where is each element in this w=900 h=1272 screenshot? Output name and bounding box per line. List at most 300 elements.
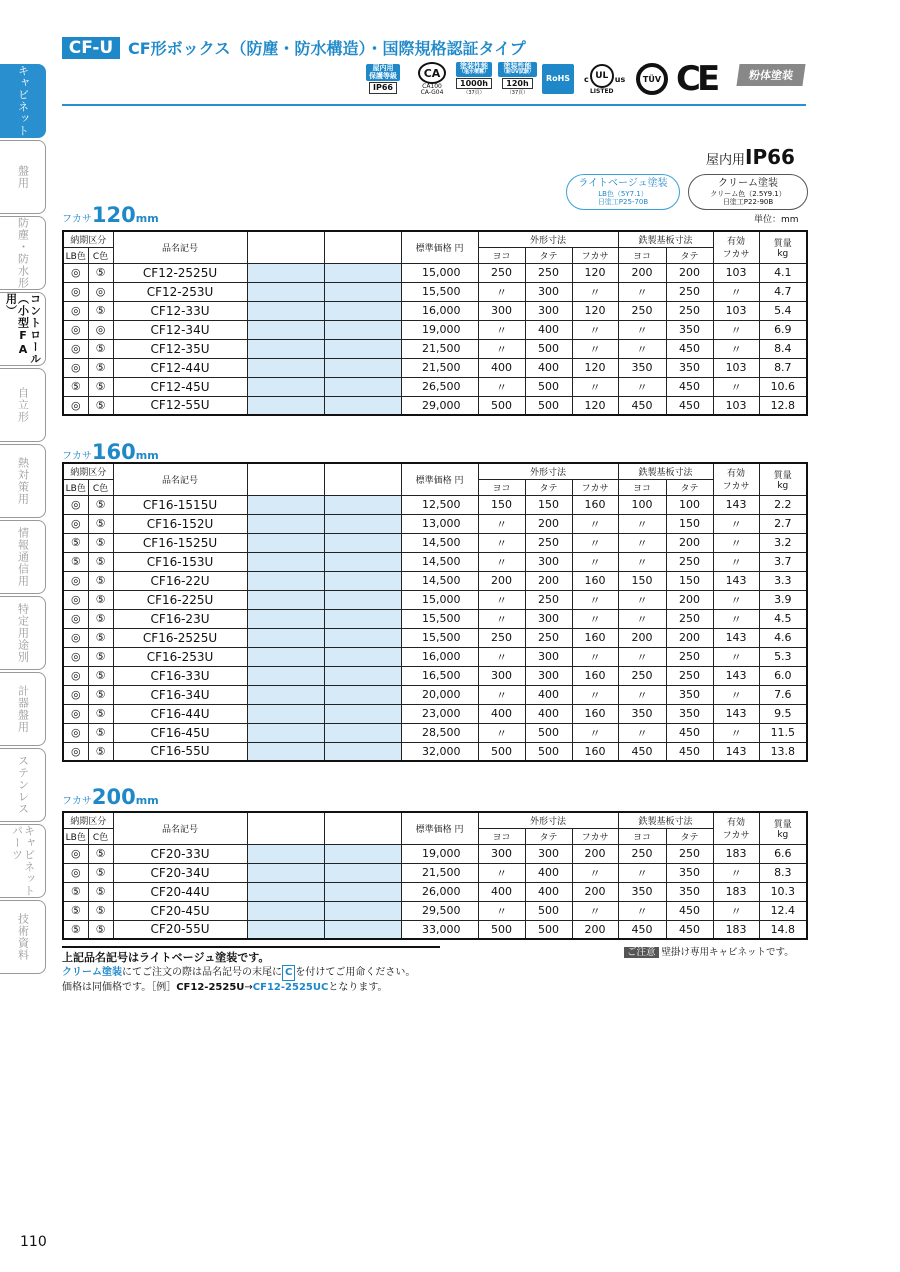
blank-cell xyxy=(247,723,324,742)
outer-height: 300 xyxy=(525,609,572,628)
side-tab[interactable] xyxy=(0,368,46,442)
table-subheader-row: LB色 C色 ヨコ タテ フカサ ヨコ タテ xyxy=(63,479,807,495)
table-row xyxy=(63,666,807,685)
table-row xyxy=(63,358,807,377)
part-number: CF16-45U xyxy=(113,723,247,742)
blank-cell xyxy=(324,882,401,901)
outer-height: 250 xyxy=(525,628,572,647)
table-row xyxy=(63,863,807,882)
blank-cell xyxy=(324,723,401,742)
col-blank xyxy=(324,812,401,844)
ip-rating: 屋内用IP66 xyxy=(706,145,795,169)
outer-width: 500 xyxy=(478,396,525,415)
side-tab-label: 防塵・防水形 xyxy=(16,217,30,289)
plate-height: 350 xyxy=(666,882,713,901)
part-number: CF16-152U xyxy=(113,514,247,533)
spec-table xyxy=(62,230,808,416)
outer-width: 〃 xyxy=(478,647,525,666)
plate-height: 450 xyxy=(666,377,713,396)
plate-height: 350 xyxy=(666,358,713,377)
part-number: CF16-34U xyxy=(113,685,247,704)
effective-depth: 〃 xyxy=(713,609,759,628)
side-tab-label: 盤用 xyxy=(16,165,30,189)
effective-depth: 〃 xyxy=(713,685,759,704)
col-outer: 外形寸法 xyxy=(478,231,618,247)
outer-width: 〃 xyxy=(478,901,525,920)
blank-cell xyxy=(247,704,324,723)
part-number: CF12-34U xyxy=(113,320,247,339)
col-delivery: 納期区分 xyxy=(63,463,113,479)
outer-depth: 200 xyxy=(572,920,618,939)
side-tab[interactable] xyxy=(0,672,46,746)
plate-height: 450 xyxy=(666,396,713,415)
price: 15,500 xyxy=(401,282,478,301)
outer-height: 300 xyxy=(525,666,572,685)
col-part: 品名記号 xyxy=(113,812,247,844)
blank-cell xyxy=(247,590,324,609)
col-part: 品名記号 xyxy=(113,231,247,263)
outer-depth: 160 xyxy=(572,495,618,514)
col-blank xyxy=(247,463,324,495)
blank-cell xyxy=(247,920,324,939)
side-tab-label: 計器盤用 xyxy=(16,685,30,733)
spec-table xyxy=(62,462,808,762)
table-row xyxy=(63,609,807,628)
series-badge: CF-U xyxy=(62,37,120,59)
plate-height: 200 xyxy=(666,263,713,282)
mass: 6.0 xyxy=(759,666,807,685)
lb-delivery: ⑤ xyxy=(63,901,88,920)
table-row xyxy=(63,377,807,396)
table-row xyxy=(63,339,807,358)
effective-depth: 〃 xyxy=(713,514,759,533)
plate-width: 〃 xyxy=(618,685,666,704)
lb-delivery: ◎ xyxy=(63,571,88,590)
price: 32,000 xyxy=(401,742,478,761)
blank-cell xyxy=(324,396,401,415)
table-header-row xyxy=(63,231,807,247)
header-rule xyxy=(62,104,806,106)
col-mass: 質量 kg xyxy=(759,812,807,844)
mass: 12.4 xyxy=(759,901,807,920)
effective-depth: 〃 xyxy=(713,377,759,396)
outer-height: 250 xyxy=(525,263,572,282)
mass: 8.7 xyxy=(759,358,807,377)
outer-depth: 160 xyxy=(572,628,618,647)
c-delivery: ⑤ xyxy=(88,863,113,882)
outer-width: 150 xyxy=(478,495,525,514)
outer-width: 〃 xyxy=(478,685,525,704)
c-delivery: ⑤ xyxy=(88,533,113,552)
side-tab-label: キャビネット xyxy=(16,65,30,137)
side-tab[interactable] xyxy=(0,748,46,822)
price: 15,500 xyxy=(401,628,478,647)
part-number: CF16-1515U xyxy=(113,495,247,514)
plate-height: 250 xyxy=(666,647,713,666)
outer-height: 500 xyxy=(525,901,572,920)
part-number: CF12-55U xyxy=(113,396,247,415)
blank-cell xyxy=(247,552,324,571)
plate-width: 〃 xyxy=(618,552,666,571)
part-number: CF16-44U xyxy=(113,704,247,723)
outer-width: 250 xyxy=(478,628,525,647)
price: 13,000 xyxy=(401,514,478,533)
price: 33,000 xyxy=(401,920,478,939)
depth-heading: フカサ160mm xyxy=(62,440,159,464)
effective-depth: 183 xyxy=(713,920,759,939)
outer-height: 500 xyxy=(525,377,572,396)
outer-depth: 120 xyxy=(572,396,618,415)
mass: 3.7 xyxy=(759,552,807,571)
effective-depth: 〃 xyxy=(713,647,759,666)
ul-listed-icon: c UL LISTED us xyxy=(584,62,625,96)
mass: 4.1 xyxy=(759,263,807,282)
effective-depth: 〃 xyxy=(713,320,759,339)
blank-cell xyxy=(324,704,401,723)
outer-height: 400 xyxy=(525,320,572,339)
table-row xyxy=(63,514,807,533)
outer-width: 〃 xyxy=(478,339,525,358)
outer-depth: 200 xyxy=(572,882,618,901)
plate-height: 250 xyxy=(666,609,713,628)
side-tab[interactable] xyxy=(0,900,46,974)
mass: 5.4 xyxy=(759,301,807,320)
page-title: CF形ボックス（防塵・防水構造）・国際規格認証タイプ xyxy=(128,39,526,58)
col-blank xyxy=(324,463,401,495)
outer-depth: 〃 xyxy=(572,590,618,609)
plate-width: 450 xyxy=(618,396,666,415)
col-plate: 鉄製基板寸法 xyxy=(618,231,713,247)
side-tab[interactable] xyxy=(0,596,46,670)
c-delivery: ⑤ xyxy=(88,590,113,609)
outer-height: 150 xyxy=(525,495,572,514)
mass: 8.4 xyxy=(759,339,807,358)
price: 21,500 xyxy=(401,339,478,358)
c-delivery: ⑤ xyxy=(88,263,113,282)
outer-depth: 〃 xyxy=(572,514,618,533)
part-number: CF16-253U xyxy=(113,647,247,666)
blank-cell xyxy=(247,844,324,863)
outer-depth: 200 xyxy=(572,844,618,863)
col-outer: 外形寸法 xyxy=(478,812,618,828)
plate-height: 450 xyxy=(666,901,713,920)
part-number: CF12-44U xyxy=(113,358,247,377)
part-number: CF12-2525U xyxy=(113,263,247,282)
price: 14,500 xyxy=(401,552,478,571)
effective-depth: 103 xyxy=(713,358,759,377)
plate-height: 250 xyxy=(666,282,713,301)
outer-width: 500 xyxy=(478,920,525,939)
c-delivery: ⑤ xyxy=(88,358,113,377)
plate-height: 450 xyxy=(666,723,713,742)
plate-height: 450 xyxy=(666,920,713,939)
blank-cell xyxy=(324,263,401,282)
plate-width: 200 xyxy=(618,628,666,647)
plate-height: 250 xyxy=(666,301,713,320)
outer-depth: 120 xyxy=(572,263,618,282)
blank-cell xyxy=(324,901,401,920)
price: 14,500 xyxy=(401,571,478,590)
effective-depth: 〃 xyxy=(713,533,759,552)
part-number: CF20-34U xyxy=(113,863,247,882)
col-outer: 外形寸法 xyxy=(478,463,618,479)
mass: 2.2 xyxy=(759,495,807,514)
blank-cell xyxy=(247,339,324,358)
unit-label: 単位：mm xyxy=(754,215,799,225)
plate-width: 150 xyxy=(618,571,666,590)
effective-depth: 〃 xyxy=(713,282,759,301)
table-row xyxy=(63,552,807,571)
outer-depth: 〃 xyxy=(572,339,618,358)
price: 15,500 xyxy=(401,609,478,628)
mass: 12.8 xyxy=(759,396,807,415)
part-number: CF16-1525U xyxy=(113,533,247,552)
col-effective: 有効 フカサ xyxy=(713,463,759,495)
outer-depth: 〃 xyxy=(572,685,618,704)
lb-delivery: ◎ xyxy=(63,263,88,282)
outer-height: 500 xyxy=(525,742,572,761)
effective-depth: 〃 xyxy=(713,723,759,742)
outer-width: 〃 xyxy=(478,377,525,396)
effective-depth: 143 xyxy=(713,742,759,761)
blank-cell xyxy=(324,609,401,628)
c-delivery: ◎ xyxy=(88,282,113,301)
plate-height: 250 xyxy=(666,844,713,863)
outer-width: 250 xyxy=(478,263,525,282)
mass: 9.5 xyxy=(759,704,807,723)
plate-width: 〃 xyxy=(618,590,666,609)
col-blank xyxy=(247,231,324,263)
caution-note: ご注意 壁掛け専用キャビネットです。 xyxy=(624,944,794,958)
lb-delivery: ◎ xyxy=(63,514,88,533)
blank-cell xyxy=(247,358,324,377)
outer-height: 500 xyxy=(525,723,572,742)
plate-height: 150 xyxy=(666,571,713,590)
table-row xyxy=(63,882,807,901)
plate-height: 150 xyxy=(666,514,713,533)
price: 29,500 xyxy=(401,901,478,920)
mass: 10.3 xyxy=(759,882,807,901)
part-number: CF16-55U xyxy=(113,742,247,761)
blank-cell xyxy=(324,358,401,377)
mass: 3.3 xyxy=(759,571,807,590)
table-subheader-row: LB色 C色 ヨコ タテ フカサ ヨコ タテ xyxy=(63,247,807,263)
outer-width: 〃 xyxy=(478,609,525,628)
table-row xyxy=(63,301,807,320)
outer-depth: 160 xyxy=(572,666,618,685)
side-tab[interactable] xyxy=(0,140,46,214)
outer-width: 400 xyxy=(478,882,525,901)
price: 26,000 xyxy=(401,882,478,901)
table-row xyxy=(63,901,807,920)
plate-height: 200 xyxy=(666,590,713,609)
part-number: CF12-33U xyxy=(113,301,247,320)
col-plate: 鉄製基板寸法 xyxy=(618,812,713,828)
plate-height: 450 xyxy=(666,339,713,358)
price: 15,000 xyxy=(401,590,478,609)
part-number: CF16-225U xyxy=(113,590,247,609)
blank-cell xyxy=(324,533,401,552)
note-line1: 上記品名記号はライトベージュ塗装です。 xyxy=(62,951,270,964)
side-tab[interactable] xyxy=(0,520,46,594)
ce-icon: CE xyxy=(676,59,717,99)
lb-delivery: ◎ xyxy=(63,704,88,723)
effective-depth: 〃 xyxy=(713,552,759,571)
price: 28,500 xyxy=(401,723,478,742)
side-tab[interactable] xyxy=(0,64,46,138)
outer-width: 400 xyxy=(478,358,525,377)
plate-width: 〃 xyxy=(618,320,666,339)
outer-height: 300 xyxy=(525,301,572,320)
side-tab[interactable] xyxy=(0,444,46,518)
c-delivery: ⑤ xyxy=(88,901,113,920)
outer-height: 400 xyxy=(525,863,572,882)
plate-height: 100 xyxy=(666,495,713,514)
price: 19,000 xyxy=(401,320,478,339)
table-row xyxy=(63,571,807,590)
c-delivery: ⑤ xyxy=(88,609,113,628)
plate-height: 200 xyxy=(666,628,713,647)
outer-height: 400 xyxy=(525,685,572,704)
outer-height: 400 xyxy=(525,358,572,377)
plate-width: 〃 xyxy=(618,609,666,628)
plate-height: 350 xyxy=(666,685,713,704)
blank-cell xyxy=(324,571,401,590)
col-mass: 質量 kg xyxy=(759,463,807,495)
col-price: 標準価格 円 xyxy=(401,812,478,844)
part-number: CF16-153U xyxy=(113,552,247,571)
table-row xyxy=(63,628,807,647)
price: 14,500 xyxy=(401,533,478,552)
blank-cell xyxy=(247,377,324,396)
part-number: CF12-45U xyxy=(113,377,247,396)
effective-depth: 143 xyxy=(713,571,759,590)
c-delivery: ⑤ xyxy=(88,552,113,571)
mass: 10.6 xyxy=(759,377,807,396)
blank-cell xyxy=(247,320,324,339)
lb-delivery: ◎ xyxy=(63,609,88,628)
blank-cell xyxy=(324,339,401,358)
outer-depth: 〃 xyxy=(572,609,618,628)
table-row xyxy=(63,590,807,609)
price: 21,500 xyxy=(401,358,478,377)
price: 15,000 xyxy=(401,263,478,282)
table-row xyxy=(63,282,807,301)
lb-delivery: ◎ xyxy=(63,647,88,666)
blank-cell xyxy=(324,301,401,320)
blank-cell xyxy=(247,647,324,666)
plate-width: 〃 xyxy=(618,339,666,358)
ca-icon: CA xyxy=(418,62,446,84)
plate-width: 〃 xyxy=(618,282,666,301)
outer-depth: 120 xyxy=(572,358,618,377)
price: 21,500 xyxy=(401,863,478,882)
table-header-row xyxy=(63,812,807,828)
part-number: CF12-253U xyxy=(113,282,247,301)
blank-cell xyxy=(247,514,324,533)
outer-height: 300 xyxy=(525,844,572,863)
outer-width: 200 xyxy=(478,571,525,590)
side-tab-label: ステンレス xyxy=(16,755,30,815)
plate-height: 350 xyxy=(666,704,713,723)
side-tab[interactable] xyxy=(0,216,46,290)
plate-width: 200 xyxy=(618,263,666,282)
col-effective: 有効 フカサ xyxy=(713,812,759,844)
side-tab-label: 技術資料 xyxy=(16,913,30,961)
part-number: CF20-45U xyxy=(113,901,247,920)
part-number: CF16-2525U xyxy=(113,628,247,647)
outer-width: 300 xyxy=(478,844,525,863)
outer-height: 300 xyxy=(525,647,572,666)
outer-depth: 〃 xyxy=(572,282,618,301)
plate-height: 250 xyxy=(666,552,713,571)
blank-cell xyxy=(247,685,324,704)
outer-depth: 〃 xyxy=(572,320,618,339)
price: 20,000 xyxy=(401,685,478,704)
part-number: CF20-44U xyxy=(113,882,247,901)
plate-width: 350 xyxy=(618,358,666,377)
plate-width: 〃 xyxy=(618,723,666,742)
plate-width: 450 xyxy=(618,742,666,761)
mass: 4.7 xyxy=(759,282,807,301)
plate-width: 350 xyxy=(618,704,666,723)
depth-heading: フカサ120mm xyxy=(62,203,159,227)
blank-cell xyxy=(324,863,401,882)
c-delivery: ⑤ xyxy=(88,301,113,320)
col-plate: 鉄製基板寸法 xyxy=(618,463,713,479)
blank-cell xyxy=(247,628,324,647)
c-delivery: ⑤ xyxy=(88,844,113,863)
outer-depth: 〃 xyxy=(572,533,618,552)
side-tab[interactable] xyxy=(0,824,46,898)
blank-cell xyxy=(247,901,324,920)
outer-depth: 〃 xyxy=(572,723,618,742)
plate-height: 350 xyxy=(666,863,713,882)
spec-table xyxy=(62,811,808,940)
blank-cell xyxy=(324,590,401,609)
c-delivery: ⑤ xyxy=(88,514,113,533)
c-delivery: ⑤ xyxy=(88,882,113,901)
lb-delivery: ◎ xyxy=(63,628,88,647)
lb-delivery: ◎ xyxy=(63,358,88,377)
effective-depth: 〃 xyxy=(713,863,759,882)
blank-cell xyxy=(247,882,324,901)
part-number: CF20-55U xyxy=(113,920,247,939)
blank-cell xyxy=(324,495,401,514)
outer-height: 500 xyxy=(525,339,572,358)
table-row xyxy=(63,685,807,704)
plate-height: 350 xyxy=(666,320,713,339)
c-delivery: ⑤ xyxy=(88,339,113,358)
outer-width: 〃 xyxy=(478,723,525,742)
side-tab[interactable] xyxy=(0,292,46,366)
c-delivery: ⑤ xyxy=(88,377,113,396)
table-row xyxy=(63,495,807,514)
side-tab-label: コントロール（小型FA用） xyxy=(4,293,42,365)
page-number: 110 xyxy=(20,1234,47,1250)
plate-width: 250 xyxy=(618,301,666,320)
mass: 6.9 xyxy=(759,320,807,339)
plate-width: 250 xyxy=(618,666,666,685)
c-delivery: ⑤ xyxy=(88,571,113,590)
part-number: CF12-35U xyxy=(113,339,247,358)
plate-height: 200 xyxy=(666,533,713,552)
plate-height: 450 xyxy=(666,742,713,761)
blank-cell xyxy=(247,495,324,514)
blank-cell xyxy=(247,301,324,320)
blank-cell xyxy=(247,609,324,628)
effective-depth: 103 xyxy=(713,396,759,415)
